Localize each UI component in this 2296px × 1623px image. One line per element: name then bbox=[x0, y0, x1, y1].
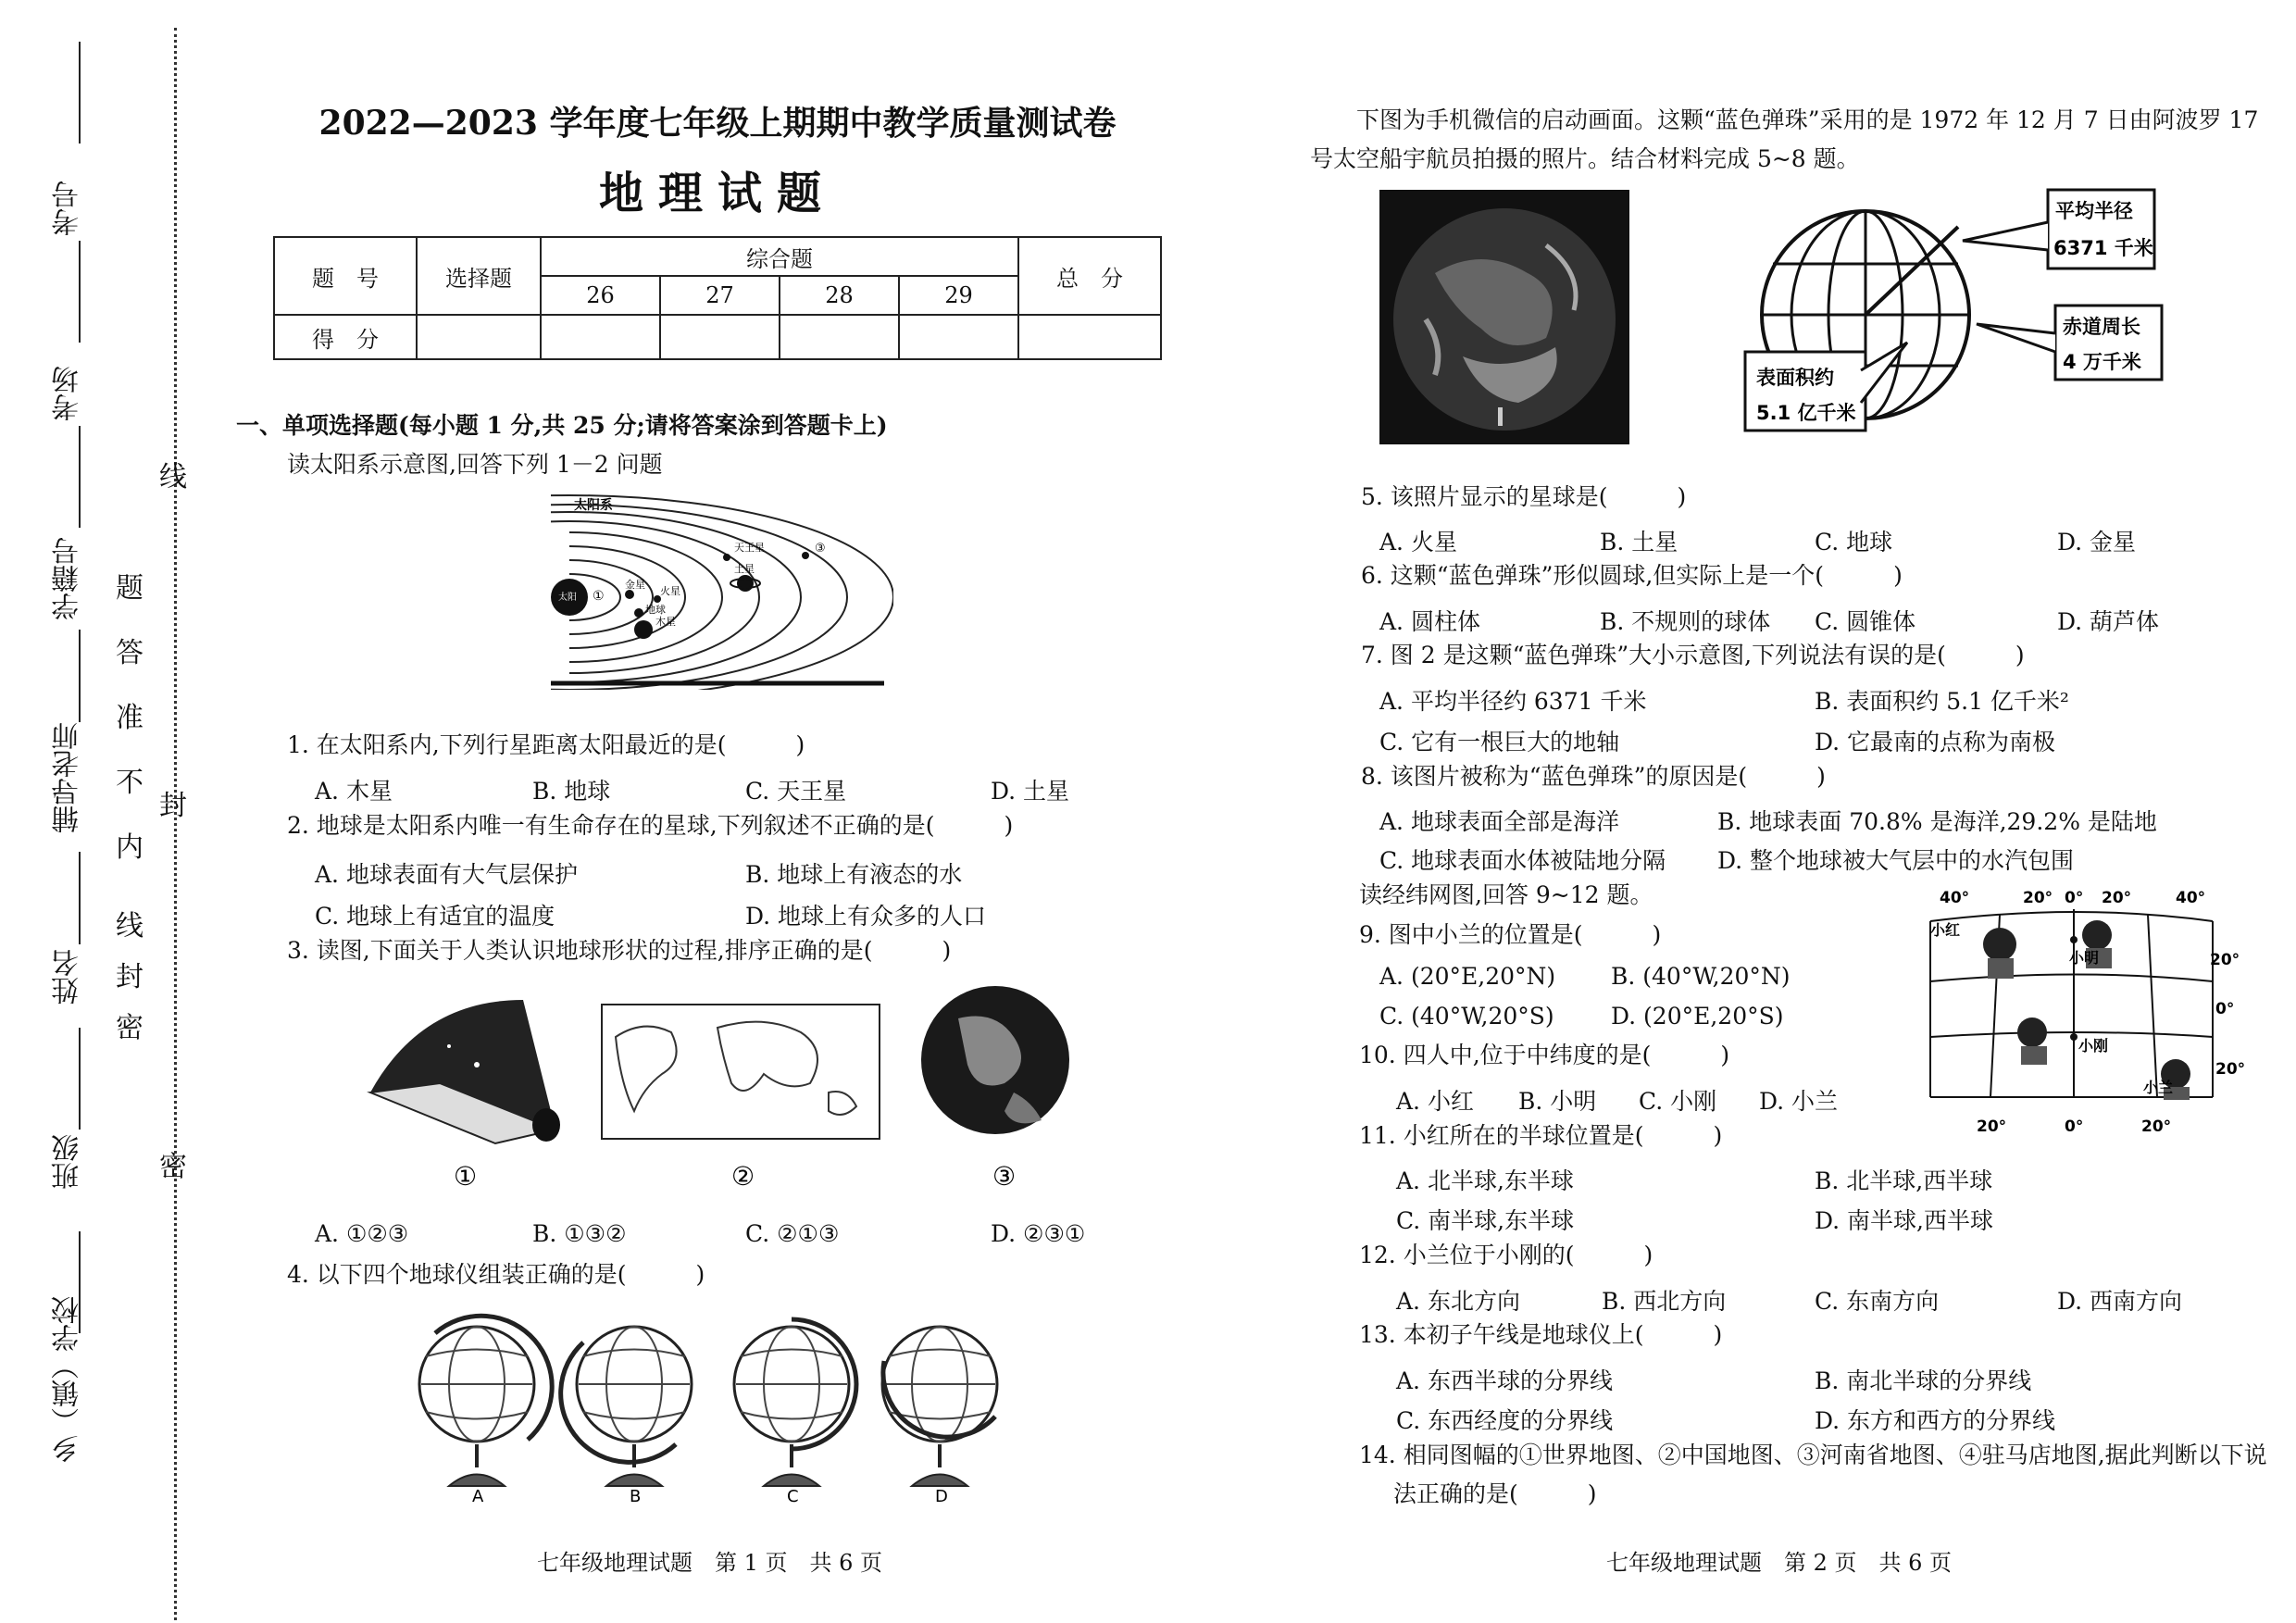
fig3-label-3: ③ bbox=[992, 1161, 1017, 1190]
label-class: 班级 bbox=[52, 1134, 84, 1190]
q1-option-d[interactable]: D. 土星 bbox=[991, 778, 1070, 805]
q8-option-d[interactable]: D. 整个地球被大气层中的水汽包围 bbox=[1717, 847, 2075, 874]
label-school: 乡（镇）学校 bbox=[52, 1296, 84, 1463]
callout-radius-label: 平均半径 bbox=[2055, 200, 2133, 222]
warn-char: 密 bbox=[116, 1012, 144, 1044]
globe-figures bbox=[407, 1305, 1018, 1504]
question-14: 14. 相同图幅的①世界地图、②中国地图、③河南省地图、④驻马店地图,据此判断以下说 bbox=[1359, 1442, 2267, 1468]
q11-option-d[interactable]: D. 南半球,西半球 bbox=[1815, 1207, 1993, 1234]
q1-option-a[interactable]: A. 木星 bbox=[315, 778, 393, 805]
q6-option-b[interactable]: B. 不规则的球体 bbox=[1600, 608, 1771, 635]
q6-option-c[interactable]: C. 圆锥体 bbox=[1815, 608, 1916, 635]
page-footer-right: 七年级地理试题 第 2 页 共 6 页 bbox=[1606, 1550, 1953, 1576]
exam-title: 2022—2023 学年度七年级上期期中教学质量测试卷 bbox=[318, 104, 1117, 143]
q3-option-a[interactable]: A. ①②③ bbox=[315, 1220, 409, 1247]
exam-subtitle: 地理试题 bbox=[598, 168, 836, 219]
person-xiaolan bbox=[2143, 1059, 2190, 1100]
globe-d bbox=[882, 1327, 997, 1486]
person-xiaoming bbox=[2069, 920, 2112, 968]
binding-underline bbox=[79, 42, 81, 144]
earth-shape-figures bbox=[366, 981, 1079, 1190]
question-7: 7. 图 2 是这颗“蓝色弹珠”大小示意图,下列说法有误的是( ) bbox=[1361, 642, 2025, 668]
callout-circ-value: 4 万千米 bbox=[2063, 351, 2141, 373]
globe-c bbox=[734, 1319, 856, 1486]
fig3-label-2: ② bbox=[731, 1161, 755, 1190]
seal-char: 线 bbox=[159, 461, 187, 493]
q9-option-c[interactable]: C. (40°W,20°S) bbox=[1379, 1003, 1554, 1030]
q13-option-a[interactable]: A. 东西半球的分界线 bbox=[1396, 1367, 1613, 1394]
q8-option-a[interactable]: A. 地球表面全部是海洋 bbox=[1379, 808, 1619, 835]
q7-option-d[interactable]: D. 它最南的点称为南极 bbox=[1815, 729, 2056, 755]
blue-marble-photo bbox=[1379, 190, 1629, 444]
solar-earth: 地球 bbox=[645, 604, 666, 616]
figure-earth-photo bbox=[921, 986, 1069, 1134]
score-header-27: 27 bbox=[660, 276, 780, 315]
grid-intro: 读经纬网图,回答 9~12 题。 bbox=[1359, 881, 1653, 908]
q11-option-b[interactable]: B. 北半球,西半球 bbox=[1815, 1167, 1993, 1194]
q5-option-a[interactable]: A. 火星 bbox=[1379, 529, 1457, 556]
score-header-29: 29 bbox=[899, 276, 1018, 315]
solar-sun: 太阳 bbox=[558, 593, 577, 603]
solar-n1: ① bbox=[593, 589, 605, 604]
svg-text:小红: 小红 bbox=[1930, 921, 1961, 939]
svg-text:小兰: 小兰 bbox=[2143, 1079, 2174, 1096]
q5-option-b[interactable]: B. 土星 bbox=[1600, 529, 1678, 556]
svg-text:小明: 小明 bbox=[2069, 949, 2100, 967]
q10-option-c[interactable]: C. 小刚 bbox=[1639, 1088, 1717, 1115]
binding-strip bbox=[0, 0, 185, 1623]
q12-option-c[interactable]: C. 东南方向 bbox=[1815, 1288, 1940, 1315]
q13-option-b[interactable]: B. 南北半球的分界线 bbox=[1815, 1367, 2032, 1394]
fig3-label-1: ① bbox=[454, 1161, 478, 1190]
q3-option-c[interactable]: C. ②①③ bbox=[745, 1220, 840, 1247]
figure-world-map bbox=[602, 1005, 880, 1139]
q10-option-d[interactable]: D. 小兰 bbox=[1759, 1088, 1839, 1115]
question-1: 1. 在太阳系内,下列行星距离太阳最近的是( ) bbox=[287, 731, 805, 758]
question-3: 3. 读图,下面关于人类认识地球形状的过程,排序正确的是( ) bbox=[287, 937, 952, 964]
question-10: 10. 四人中,位于中纬度的是( ) bbox=[1359, 1042, 1730, 1068]
solar-mars: 火星 bbox=[660, 585, 680, 597]
q1-option-b[interactable]: B. 地球 bbox=[532, 778, 611, 805]
question-6: 6. 这颗“蓝色弹珠”形似圆球,但实际上是一个( ) bbox=[1361, 562, 1903, 589]
callout-area-value: 5.1 亿千米 bbox=[1756, 402, 1856, 424]
question-12: 12. 小兰位于小刚的( ) bbox=[1359, 1242, 1653, 1268]
callout-radius-value: 6371 千米 bbox=[2053, 237, 2153, 259]
seal-char: 封 bbox=[159, 790, 187, 822]
score-cell-total[interactable] bbox=[1018, 315, 1161, 359]
score-row-label: 得 分 bbox=[274, 315, 417, 359]
q7-option-a[interactable]: A. 平均半径约 6371 千米 bbox=[1379, 688, 1647, 715]
question-8: 8. 该图片被称为“蓝色弹珠”的原因是( ) bbox=[1361, 763, 1826, 790]
question-4: 4. 以下四个地球仪组装正确的是( ) bbox=[287, 1261, 705, 1288]
right-intro-line1: 下图为手机微信的启动画面。这颗“蓝色弹珠”采用的是 1972 年 12 月 7 日由阿波罗 17 bbox=[1356, 106, 2259, 133]
solar-saturn: 土星 bbox=[734, 563, 755, 575]
solar-system-diagram bbox=[551, 491, 893, 690]
globe-label-c: C bbox=[787, 1487, 799, 1504]
score-header-28: 28 bbox=[780, 276, 899, 315]
q1-option-c[interactable]: C. 天王星 bbox=[745, 778, 847, 805]
question-9: 9. 图中小兰的位置是( ) bbox=[1359, 921, 1662, 948]
question-11: 11. 小红所在的半球位置是( ) bbox=[1359, 1122, 1723, 1149]
label-student-id: 学籍号 bbox=[52, 537, 84, 620]
solar-intro: 读太阳系示意图,回答下列 1－2 问题 bbox=[287, 451, 663, 478]
q10-option-b[interactable]: B. 小明 bbox=[1518, 1088, 1597, 1115]
q3-option-b[interactable]: B. ①③② bbox=[532, 1220, 627, 1247]
warn-char: 准 bbox=[116, 702, 144, 734]
grid-bottom-label: 20° bbox=[1977, 1117, 2007, 1136]
q10-option-a[interactable]: A. 小红 bbox=[1396, 1088, 1474, 1115]
solar-uranus: 天王星 bbox=[734, 542, 765, 554]
globe-label-d: D bbox=[935, 1487, 948, 1504]
solar-jupiter: 木星 bbox=[655, 616, 676, 628]
grid-bottom-label: 0° bbox=[2065, 1117, 2084, 1136]
q7-option-c[interactable]: C. 它有一根巨大的地轴 bbox=[1379, 729, 1620, 755]
grid-top-label: 40° bbox=[1940, 889, 1970, 907]
grid-right-label: 0° bbox=[2215, 1000, 2235, 1018]
solar-venus: 金星 bbox=[625, 579, 645, 591]
warn-char: 内 bbox=[116, 831, 144, 864]
solar-n3: ③ bbox=[815, 542, 826, 556]
q12-option-d[interactable]: D. 西南方向 bbox=[2057, 1288, 2183, 1315]
binding-underline bbox=[79, 630, 81, 722]
seal-char: 密 bbox=[159, 1151, 187, 1183]
q5-option-c[interactable]: C. 地球 bbox=[1815, 529, 1893, 556]
solar-title: 太阳系 bbox=[574, 498, 613, 513]
q3-option-d[interactable]: D. ②③① bbox=[991, 1220, 1086, 1247]
score-header-question: 题 号 bbox=[274, 237, 417, 315]
binding-underline bbox=[79, 1028, 81, 1130]
globe-label-b: B bbox=[630, 1487, 642, 1504]
q7-option-b[interactable]: B. 表面积约 5.1 亿千米² bbox=[1815, 688, 2069, 715]
q11-option-c[interactable]: C. 南半球,东半球 bbox=[1396, 1207, 1575, 1234]
person-xiaohong bbox=[1930, 921, 2016, 979]
q2-option-a[interactable]: A. 地球表面有大气层保护 bbox=[315, 861, 578, 888]
earth-size-diagram bbox=[1741, 185, 2185, 454]
q9-option-d[interactable]: D. (20°E,20°S) bbox=[1611, 1003, 1784, 1030]
grid-right-label: 20° bbox=[2210, 951, 2240, 969]
binding-underline bbox=[79, 426, 81, 528]
q11-option-a[interactable]: A. 北半球,东半球 bbox=[1396, 1167, 1574, 1194]
q2-option-c[interactable]: C. 地球上有适宜的温度 bbox=[315, 903, 555, 930]
globe-a bbox=[419, 1316, 552, 1486]
question-13: 13. 本初子午线是地球仪上( ) bbox=[1359, 1321, 1723, 1348]
q2-option-d[interactable]: D. 地球上有众多的人口 bbox=[745, 903, 987, 930]
score-cell-29[interactable] bbox=[899, 315, 1018, 359]
question-5: 5. 该照片显示的星球是( ) bbox=[1361, 483, 1687, 510]
globe-label-a: A bbox=[472, 1487, 484, 1504]
section-heading: 一、单项选择题(每小题 1 分,共 25 分;请将答案涂到答题卡上) bbox=[236, 412, 888, 439]
q9-option-a[interactable]: A. (20°E,20°N) bbox=[1379, 963, 1556, 990]
label-tutor: 辅导老师 bbox=[52, 722, 84, 833]
grid-right-label: 20° bbox=[2215, 1060, 2245, 1079]
question-14-cont: 法正确的是( ) bbox=[1393, 1480, 1597, 1507]
score-cell-28[interactable] bbox=[780, 315, 899, 359]
grid-top-label: 20° bbox=[2102, 889, 2132, 907]
q12-option-b[interactable]: B. 西北方向 bbox=[1602, 1288, 1727, 1315]
callout-circ-label: 赤道周长 bbox=[2063, 316, 2140, 338]
q9-option-b[interactable]: B. (40°W,20°N) bbox=[1611, 963, 1791, 990]
warn-char: 不 bbox=[116, 767, 144, 799]
label-name: 姓名 bbox=[52, 949, 84, 1005]
label-exam-number: 考号 bbox=[52, 181, 84, 236]
grid-top-label: 40° bbox=[2176, 889, 2206, 907]
score-table bbox=[273, 236, 1162, 360]
label-exam-room: 考场 bbox=[52, 366, 84, 421]
warn-char: 封 bbox=[116, 961, 144, 993]
score-header-choice: 选择题 bbox=[417, 237, 541, 315]
score-header-composite: 综合题 bbox=[541, 237, 1018, 276]
q5-option-d[interactable]: D. 金星 bbox=[2057, 529, 2137, 556]
q13-option-d[interactable]: D. 东方和西方的分界线 bbox=[1815, 1407, 2056, 1434]
score-header-total: 总 分 bbox=[1018, 237, 1161, 315]
q6-option-a[interactable]: A. 圆柱体 bbox=[1379, 608, 1480, 635]
grid-top-label: 0° bbox=[2065, 889, 2084, 907]
score-cell-26[interactable] bbox=[541, 315, 660, 359]
warn-char: 线 bbox=[116, 910, 144, 943]
warn-char: 答 bbox=[116, 637, 144, 669]
q6-option-d[interactable]: D. 葫芦体 bbox=[2057, 608, 2160, 635]
score-cell-choice[interactable] bbox=[417, 315, 541, 359]
grid-bottom-label: 20° bbox=[2141, 1117, 2172, 1136]
globe-b bbox=[561, 1327, 692, 1486]
svg-text:小刚: 小刚 bbox=[2078, 1037, 2109, 1055]
binding-underline bbox=[79, 241, 81, 343]
score-header-26: 26 bbox=[541, 276, 660, 315]
warn-char: 题 bbox=[116, 572, 144, 605]
callout-area-label: 表面积约 bbox=[1756, 367, 1834, 389]
right-intro-line2: 号太空船宇航员拍摄的照片。结合材料完成 5~8 题。 bbox=[1310, 145, 1860, 172]
q2-option-b[interactable]: B. 地球上有液态的水 bbox=[745, 861, 963, 888]
q13-option-c[interactable]: C. 东西经度的分界线 bbox=[1396, 1407, 1614, 1434]
person-xiaogang bbox=[2017, 1017, 2108, 1065]
page-footer-left: 七年级地理试题 第 1 页 共 6 页 bbox=[537, 1550, 883, 1576]
q12-option-a[interactable]: A. 东北方向 bbox=[1396, 1288, 1520, 1315]
binding-dotted-line bbox=[174, 28, 177, 1620]
figure-dome-earth bbox=[370, 1000, 560, 1143]
binding-underline bbox=[79, 852, 81, 944]
q8-option-c[interactable]: C. 地球表面水体被陆地分隔 bbox=[1379, 847, 1666, 874]
graticule-map bbox=[1921, 889, 2245, 1139]
score-cell-27[interactable] bbox=[660, 315, 780, 359]
question-2: 2. 地球是太阳系内唯一有生命存在的星球,下列叙述不正确的是( ) bbox=[287, 812, 1014, 839]
q8-option-b[interactable]: B. 地球表面 70.8% 是海洋,29.2% 是陆地 bbox=[1717, 808, 2157, 835]
grid-top-label: 20° bbox=[2023, 889, 2053, 907]
